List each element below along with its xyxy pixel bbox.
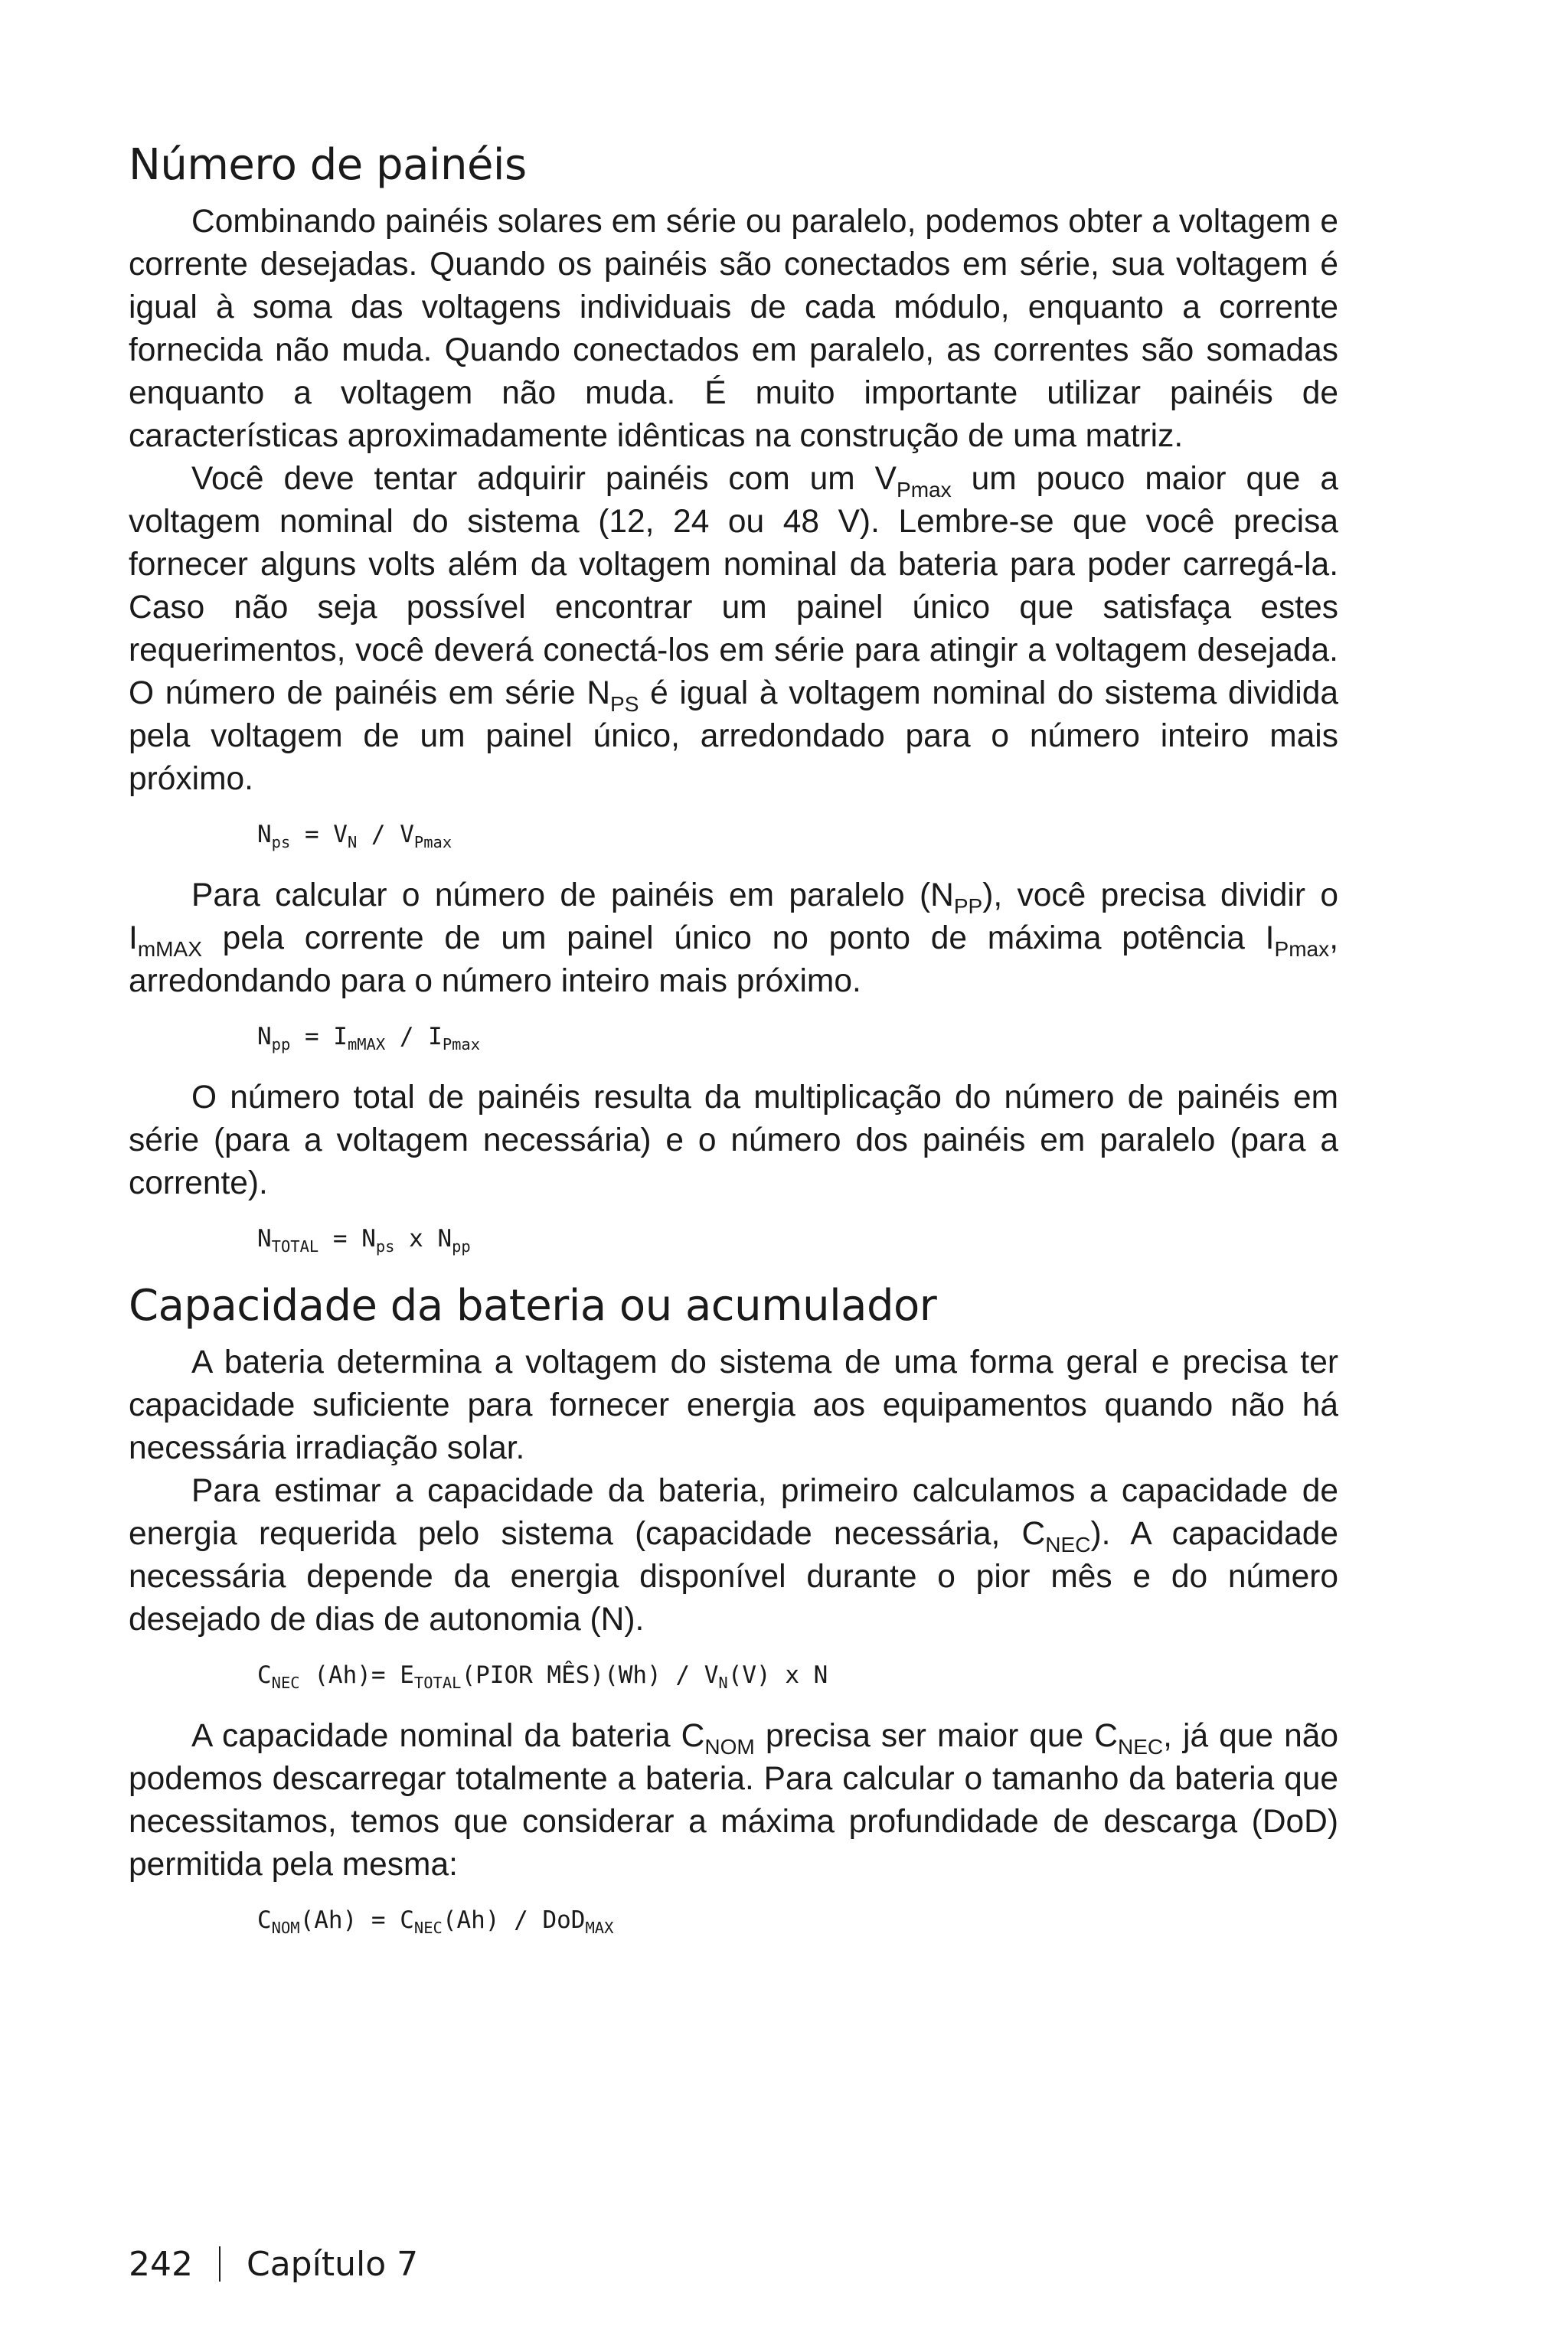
page-content (129, 138, 1338, 1960)
paragraph: A capacidade nominal da bateria $C_{NOM}$ precisa ser maior que $C_{NEC}$, já que não podemos descarregar totalmente a bateria. Para calcular o tamanho da bateria que necessitamos, temos que considerar a máxima profundidade de descarga (DoD) permitida pela mesma: (129, 1718, 1338, 1883)
paragraph: Combinando painéis solares em série ou paralelo, podemos obter a voltagem e corrente desejadas. Quando os painéis são conectados em série, sua voltagem é igual à soma das voltagens individuais de cada módulo, enquanto a corrente fornecida não muda. Quando conectados em paralelo, as correntes são somadas enquanto a voltagem não muda. É muito importante utilizar painéis de características aproximadamente idênticas na construção de uma matriz. (129, 204, 1338, 454)
formula-cnec: $C_{NEC}$ $(Ah)= E_{TOTAL}(PIOR$ MÊS)(Wh) / $V_N(V)$ x N (257, 1661, 828, 1693)
section-heading-numero-de-paineis: Número de painéis (129, 140, 527, 190)
paragraph: O número total de painéis resulta da multiplicação do número de painéis em série (para a voltagem necessária) e o número dos painéis em paralelo (para a corrente). (129, 1080, 1338, 1201)
paragraph: Para calcular o número de painéis em paralelo $(N_{PP})$, você precisa dividir o $I_{mMAX}$ pela corrente de um painel único no ponto de máxima potência $I_{Pmax}$, arredondando para o número inteiro mais próximo. (129, 877, 1339, 999)
formula-npp: $N_{pp} = I_{mMAX} / I_{Pmax}$ (257, 1023, 481, 1054)
paragraph: Para estimar a capacidade da bateria, primeiro calculamos a capacidade de energia requerida pelo sistema (capacidade necessária, $C_{NEC}$). A capacidade necessária depende da energia disponível durante o pior mês e do número desejado de dias de autonomia (N). (129, 1473, 1338, 1638)
page-number: 242 (129, 2245, 193, 2284)
chapter-label: Capítulo 7 (246, 2245, 419, 2284)
paragraph: Você deve tentar adquirir painéis com um $V_{Pmax}$ um pouco maior que a voltagem nominal do sistema (12, 24 ou 48 V). Lembre-se que você precisa fornecer alguns volts além da voltagem nominal da bateria para poder carregá-la. Caso não seja possível encontrar um painel único que satisfaça estes requerimentos, você deverá conectá-los em série para atingir a voltagem desejada. O número de painéis em série $N_{PS}$ é igual à voltagem nominal do sistema dividida pela voltagem de um painel único, arredondado para o número inteiro mais próximo. (129, 461, 1338, 797)
page-footer (129, 2243, 418, 2286)
section-heading-capacidade-da-bateria: Capacidade da bateria ou acumulador (129, 1281, 937, 1331)
footer-divider (219, 2246, 220, 2282)
formula-ntotal: $N_{TOTAL} = N_{ps}$ x $N_{pp}$ (257, 1225, 471, 1256)
paragraph: A bateria determina a voltagem do sistema de uma forma geral e precisa ter capacidade suficiente para fornecer energia aos equipamentos quando não há necessária irradiação solar. (129, 1344, 1338, 1466)
formula-nps: $N_{ps} = V_N / V_{Pmax}$ (257, 821, 452, 852)
formula-cnom: $C_{NOM}(Ah) = C_{NEC}(Ah) / DoD_{MAX}$ (257, 1906, 614, 1938)
